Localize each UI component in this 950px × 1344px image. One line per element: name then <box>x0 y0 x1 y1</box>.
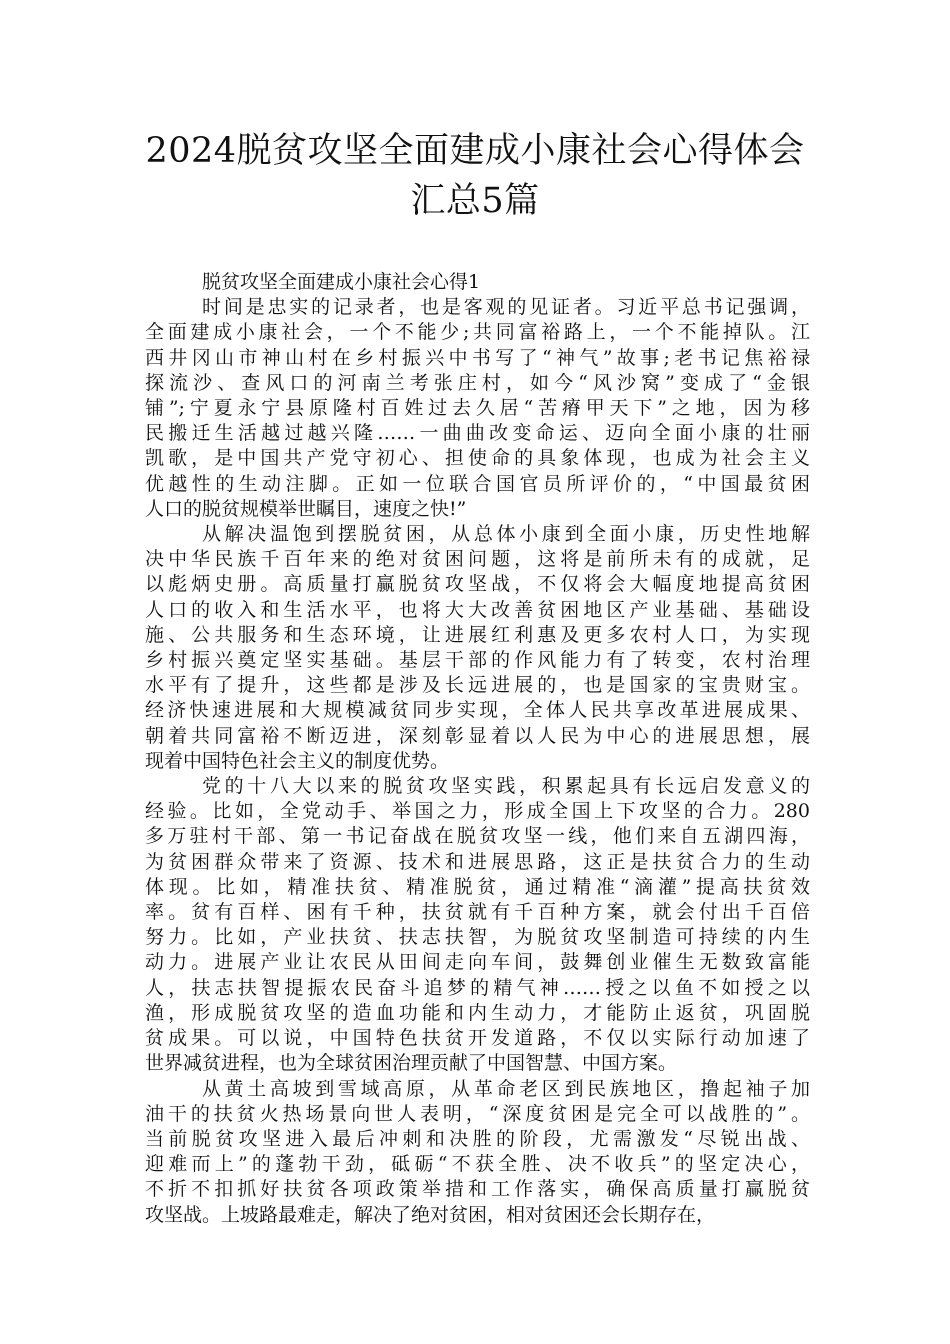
paragraph-line: 铺”;宁夏永宁县原隆村百姓过去久居“苦瘠甲天下”之地，因为移 <box>145 397 810 420</box>
paragraph-line: 人口的收入和生活水平，也将大大改善贫困地区产业基础、基础设 <box>145 598 810 621</box>
paragraph-line: 不折不扣抓好扶贫各项政策举措和工作落实，确保高质量打赢脱贫 <box>145 1178 810 1201</box>
paragraph-line: 攻坚战。上坡路最难走，解决了绝对贫困，相对贫困还会长期存在， <box>145 1203 716 1226</box>
paragraph-line: 以彪炳史册。高质量打赢脱贫攻坚战，不仅将会大幅度地提高贫困 <box>145 573 810 596</box>
document-body <box>145 270 810 1228</box>
title-line-2: 汇总5篇 <box>410 181 540 221</box>
paragraph-line: 水平有了提升，这些都是涉及长远进展的，也是国家的宝贵财宝。 <box>145 674 810 697</box>
paragraph-line: 人，扶志扶智提振农民奋斗追梦的精气神……授之以鱼不如授之以 <box>145 976 810 999</box>
paragraph-line: 贫成果。可以说，中国特色扶贫开发道路，不仅以实际行动加速了 <box>145 1027 810 1050</box>
paragraph-line: 凯歌，是中国共产党守初心、担使命的具象体现，也成为社会主义 <box>145 447 810 470</box>
paragraph-line: 决中华民族千百年来的绝对贫困问题，这将是前所未有的成就，足 <box>145 548 810 571</box>
paragraph-line: 乡村振兴奠定坚实基础。基层干部的作风能力有了转变，农村治理 <box>145 649 810 672</box>
paragraph-line: 多万驻村干部、第一书记奋战在脱贫攻坚一线，他们来自五湖四海， <box>145 825 810 848</box>
paragraph-line: 油干的扶贫火热场景向世人表明，“深度贫困是完全可以战胜的”。 <box>145 1102 810 1125</box>
paragraph-line: 为贫困群众带来了资源、技术和进展思路，这正是扶贫合力的生动 <box>145 850 810 873</box>
paragraph-line: 渔，形成脱贫攻坚的造血功能和内生动力，才能防止返贫，巩固脱 <box>145 1001 810 1024</box>
paragraph-line: 全面建成小康社会，一个不能少;共同富裕路上，一个不能掉队。江 <box>145 321 810 344</box>
paragraph-line: 经济快速进展和大规模减贫同步实现，全体人民共享改革进展成果、 <box>145 699 810 722</box>
paragraph-line: 优越性的生动注脚。正如一位联合国官员所评价的，“中国最贫困 <box>145 472 810 495</box>
paragraph-line: 迎难而上”的蓬勃干劲，砥砺“不获全胜、决不收兵”的坚定决心， <box>145 1153 810 1176</box>
paragraph-line: 施、公共服务和生态环境，让进展红利惠及更多农村人口，为实现 <box>145 623 810 646</box>
section-heading: 脱贫攻坚全面建成小康社会心得1 <box>202 271 481 293</box>
paragraph-line: 世界减贫进程，也为全球贫困治理贡献了中国智慧、中国方案。 <box>145 1052 678 1075</box>
paragraph-line: 从解决温饱到摆脱贫困，从总体小康到全面小康，历史性地解 <box>202 523 810 546</box>
paragraph-line: 人口的脱贫规模举世瞩目，速度之快!” <box>145 497 467 520</box>
paragraph-line: 体现。比如，精准扶贫、精准脱贫，通过精准“滴灌”提高扶贫效 <box>145 875 810 898</box>
paragraph-line: 动力。进展产业让农民从田间走向车间，鼓舞创业催生无数致富能 <box>145 951 810 974</box>
paragraph-line: 率。贫有百样、困有千种，扶贫就有千百种方案，就会付出千百倍 <box>145 901 810 924</box>
paragraph-line: 西井冈山市神山村在乡村振兴中书写了“神气”故事;老书记焦裕禄 <box>145 346 810 369</box>
paragraph <box>145 774 810 1076</box>
document-title <box>120 126 830 226</box>
paragraph-line: 探流沙、查风口的河南兰考张庄村，如今“风沙窝”变成了“金银 <box>145 371 810 394</box>
paragraph <box>145 295 810 522</box>
paragraph-line: 当前脱贫攻坚进入最后冲刺和决胜的阶段，尤需激发“尽锐出战、 <box>145 1127 810 1150</box>
paragraph-line: 从黄土高坡到雪域高原，从革命老区到民族地区，撸起袖子加 <box>202 1077 810 1100</box>
paragraph-line: 党的十八大以来的脱贫攻坚实践，积累起具有长远启发意义的 <box>202 775 810 798</box>
paragraph-line: 民搬迁生活越过越兴隆……一曲曲改变命运、迈向全面小康的壮丽 <box>145 422 810 445</box>
paragraph-line: 时间是忠实的记录者，也是客观的见证者。习近平总书记强调， <box>202 296 810 319</box>
paragraph-line: 现着中国特色社会主义的制度优势。 <box>145 749 450 772</box>
paragraph-line: 努力。比如，产业扶贫、扶志扶智，为脱贫攻坚制造可持续的内生 <box>145 926 810 949</box>
paragraph-line: 朝着共同富裕不断迈进，深刻彰显着以人民为中心的进展思想，展 <box>145 724 810 747</box>
paragraph <box>145 522 810 774</box>
paragraph-list <box>145 295 810 1228</box>
title-line-1: 2024脱贫攻坚全面建成小康社会心得体会 <box>145 131 805 171</box>
paragraph <box>145 1077 810 1228</box>
paragraph-line: 经验。比如，全党动手、举国之力，形成全国上下攻坚的合力。280 <box>145 800 810 823</box>
